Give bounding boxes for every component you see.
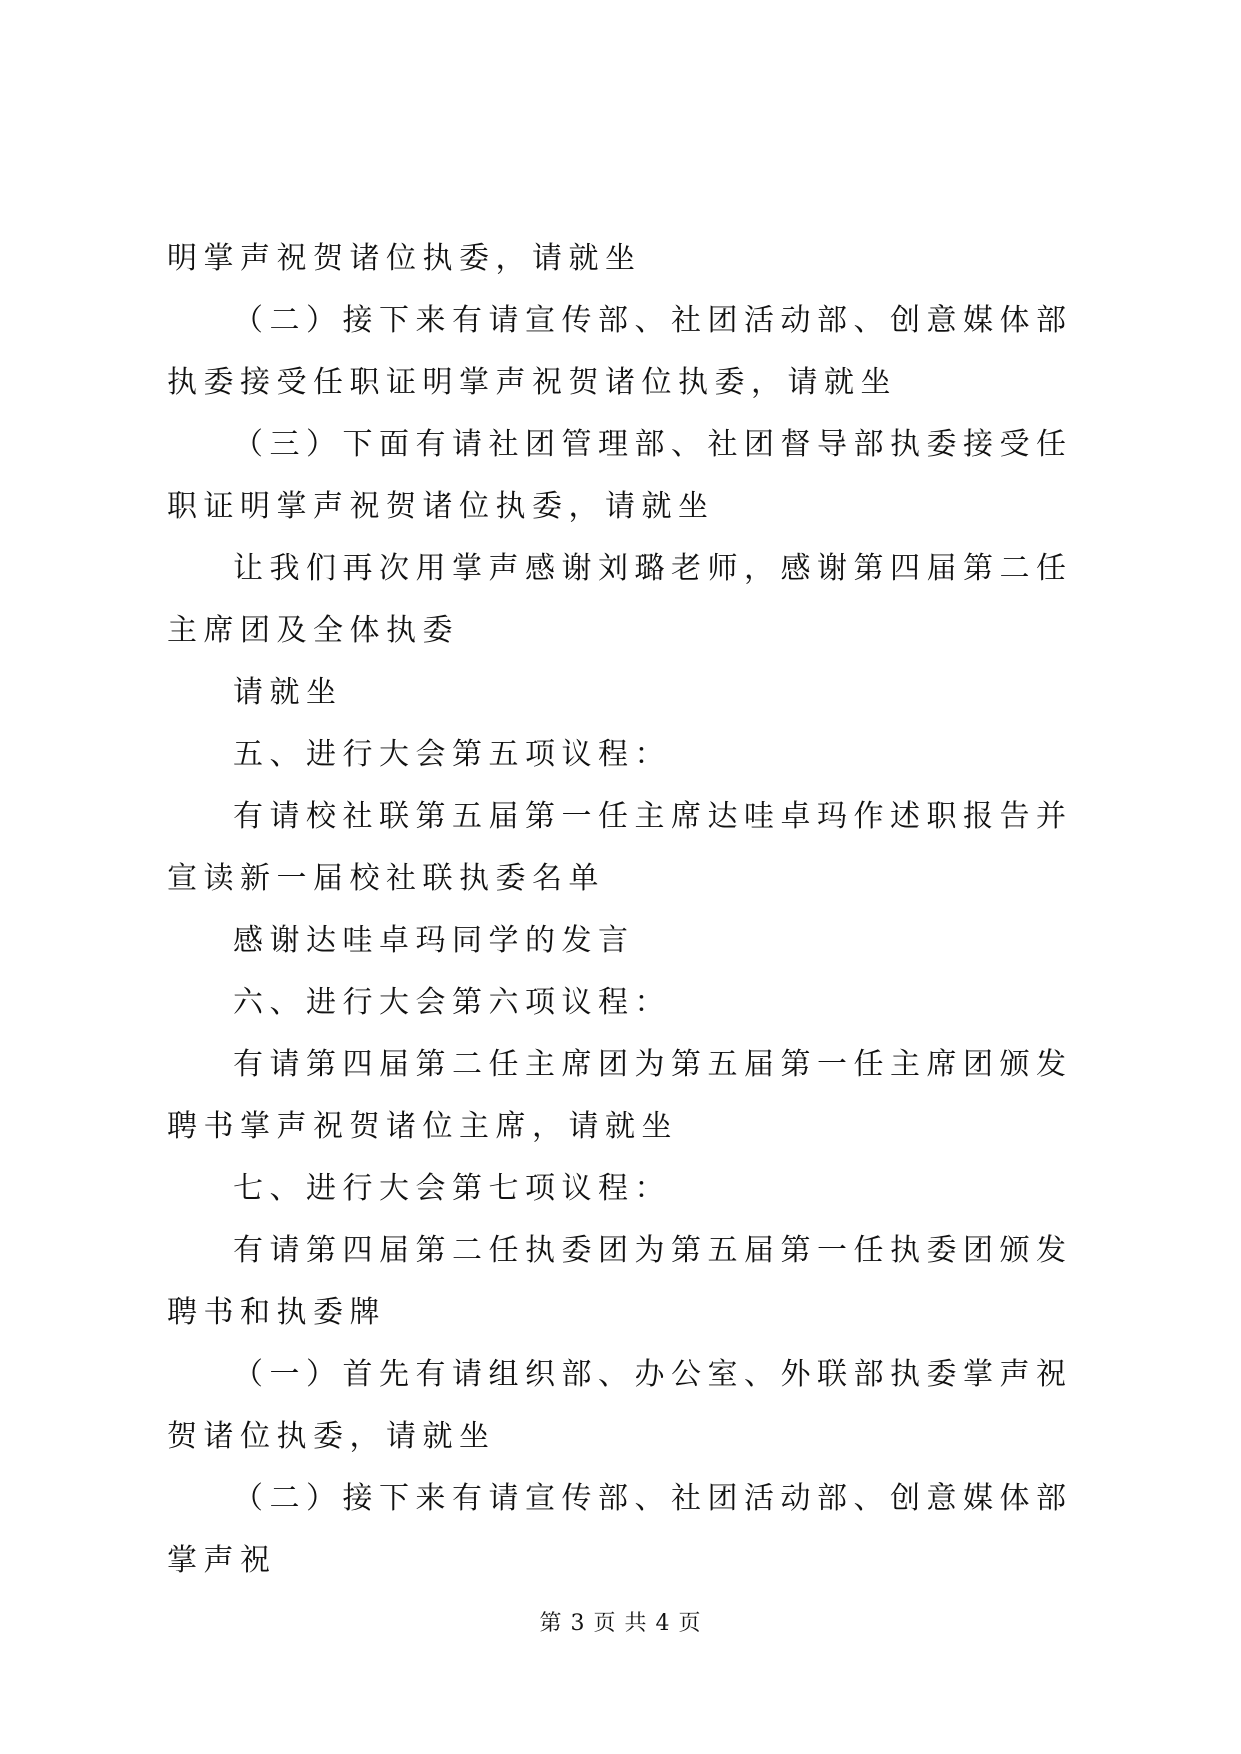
paragraph: 有请第四届第二任主席团为第五届第一任主席团颁发聘书掌声祝贺诸位主席，请就坐 bbox=[167, 1047, 1073, 1144]
paragraph: （三）下面有请社团管理部、社团督导部执委接受任职证明掌声祝贺诸位执委，请就坐 bbox=[167, 427, 1073, 524]
paragraph: 让我们再次用掌声感谢刘璐老师，感谢第四届第二任主席团及全体执委 bbox=[167, 551, 1073, 648]
paragraph: （一）首先有请组织部、办公室、外联部执委掌声祝贺诸位执委，请就坐 bbox=[167, 1357, 1073, 1454]
section-heading: 五、进行大会第五项议程： bbox=[233, 737, 671, 772]
document-body bbox=[167, 228, 1085, 1592]
section-heading: 七、进行大会第七项议程： bbox=[233, 1171, 671, 1206]
paragraph: （二）接下来有请宣传部、社团活动部、创意媒体部执委接受任职证明掌声祝贺诸位执委，请就坐 bbox=[167, 303, 1073, 400]
paragraph: 有请校社联第五届第一任主席达哇卓玛作述职报告并宣读新一届校社联执委名单 bbox=[167, 799, 1073, 896]
section-heading: 六、进行大会第六项议程： bbox=[233, 985, 671, 1020]
paragraph: （二）接下来有请宣传部、社团活动部、创意媒体部掌声祝 bbox=[167, 1481, 1073, 1578]
paragraph: 感谢达哇卓玛同学的发言 bbox=[233, 923, 635, 958]
paragraph: 请就坐 bbox=[233, 675, 343, 710]
page-number-footer: 第 3 页 共 4 页 bbox=[539, 1611, 702, 1636]
paragraph: 有请第四届第二任执委团为第五届第一任执委团颁发聘书和执委牌 bbox=[167, 1233, 1073, 1330]
paragraph: 明掌声祝贺诸位执委，请就坐 bbox=[167, 241, 642, 276]
